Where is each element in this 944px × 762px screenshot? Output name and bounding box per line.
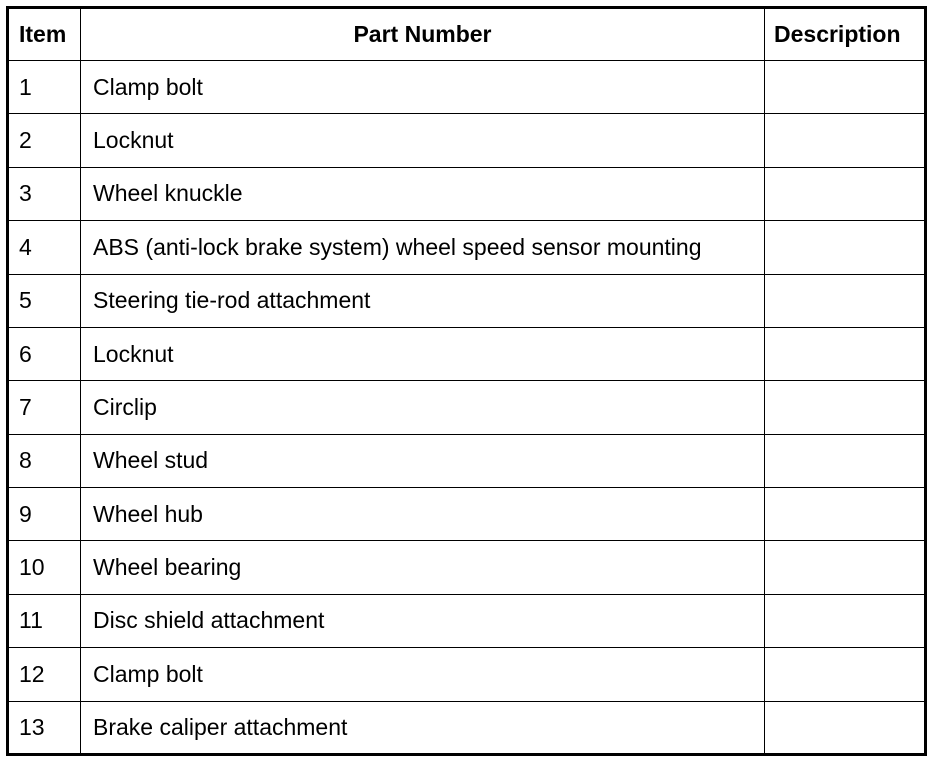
table-row (8, 434, 926, 487)
cell-item: 13 (8, 701, 81, 755)
cell-description (765, 221, 926, 274)
cell-item: 11 (8, 594, 81, 647)
cell-part: Steering tie-rod attachment (81, 274, 765, 327)
cell-item: 2 (8, 114, 81, 167)
cell-description (765, 541, 926, 594)
table-body (8, 61, 926, 755)
cell-part: Locknut (81, 327, 765, 380)
cell-description (765, 327, 926, 380)
table-row (8, 381, 926, 434)
cell-description (765, 167, 926, 220)
header-part-number: Part Number (81, 8, 765, 61)
cell-part: Clamp bolt (81, 648, 765, 701)
cell-description (765, 114, 926, 167)
cell-part: Circlip (81, 381, 765, 434)
table-row (8, 648, 926, 701)
cell-item: 6 (8, 327, 81, 380)
cell-part: Brake caliper attachment (81, 701, 765, 755)
cell-item: 1 (8, 61, 81, 114)
table-row (8, 594, 926, 647)
cell-description (765, 648, 926, 701)
table-row (8, 114, 926, 167)
cell-item: 3 (8, 167, 81, 220)
cell-part: Disc shield attachment (81, 594, 765, 647)
cell-description (765, 381, 926, 434)
cell-item: 12 (8, 648, 81, 701)
header-description: Description (765, 8, 926, 61)
header-row (8, 8, 926, 61)
cell-part: Clamp bolt (81, 61, 765, 114)
cell-item: 10 (8, 541, 81, 594)
cell-item: 9 (8, 488, 81, 541)
cell-part: Wheel hub (81, 488, 765, 541)
table-row (8, 541, 926, 594)
parts-table (6, 6, 927, 756)
header-item: Item (8, 8, 81, 61)
table-row (8, 221, 926, 274)
cell-item: 8 (8, 434, 81, 487)
table-row (8, 488, 926, 541)
cell-description (765, 701, 926, 755)
cell-description (765, 488, 926, 541)
cell-part: ABS (anti-lock brake system) wheel speed sensor mounting (81, 221, 765, 274)
table-row (8, 327, 926, 380)
cell-description (765, 274, 926, 327)
cell-part: Locknut (81, 114, 765, 167)
cell-part: Wheel knuckle (81, 167, 765, 220)
table-row (8, 61, 926, 114)
cell-description (765, 61, 926, 114)
cell-part: Wheel bearing (81, 541, 765, 594)
table-header (8, 8, 926, 61)
cell-part: Wheel stud (81, 434, 765, 487)
table-row (8, 274, 926, 327)
cell-item: 4 (8, 221, 81, 274)
cell-description (765, 594, 926, 647)
cell-item: 7 (8, 381, 81, 434)
cell-item: 5 (8, 274, 81, 327)
cell-description (765, 434, 926, 487)
table-row (8, 701, 926, 755)
table-row (8, 167, 926, 220)
